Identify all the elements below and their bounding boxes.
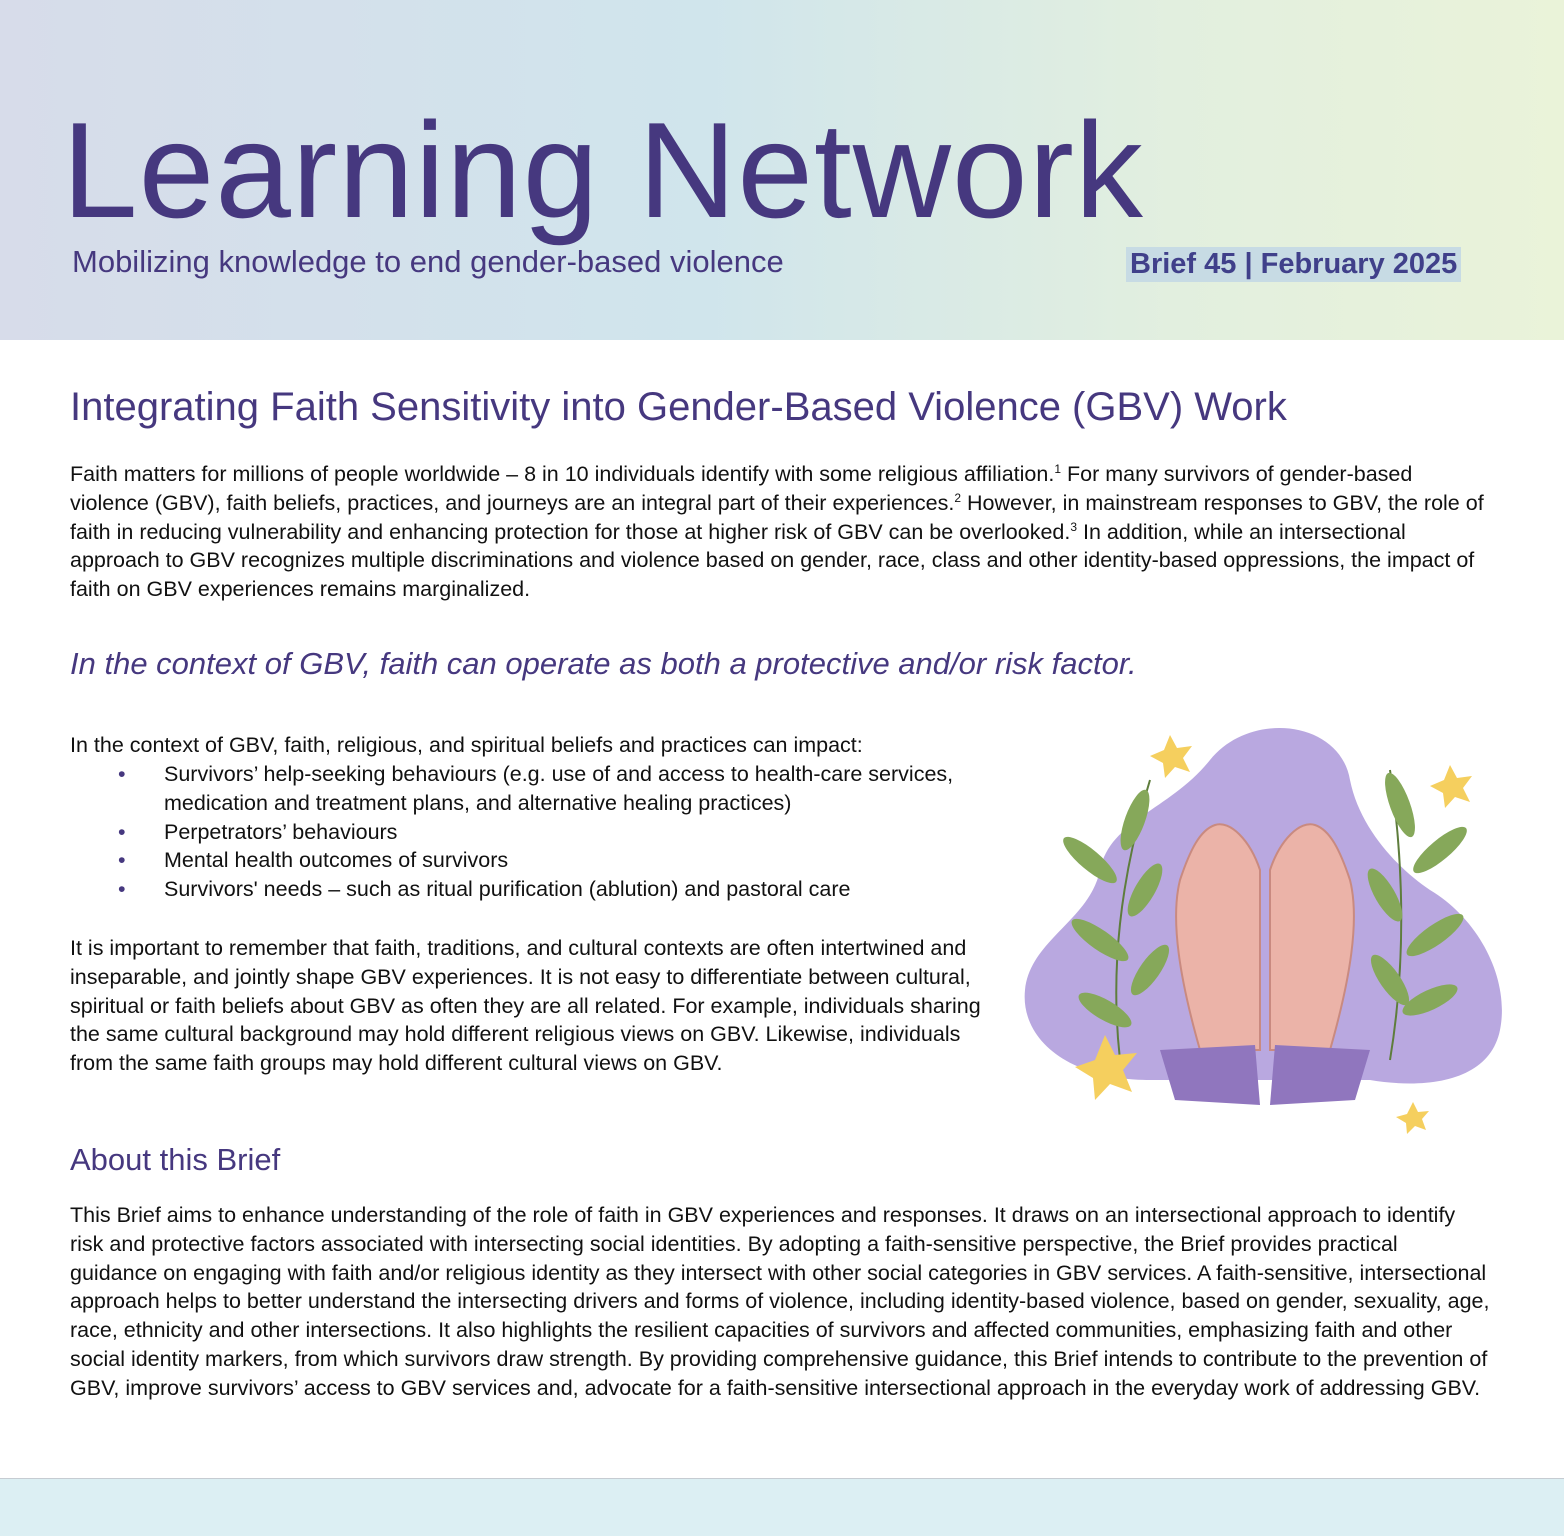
- section-heading-about: About this Brief: [70, 1142, 281, 1177]
- brief-issue-date: Brief 45 | February 2025: [1126, 247, 1461, 282]
- pull-quote: In the context of GBV, faith can operate as both a protective and/or risk factor.: [70, 646, 1137, 681]
- list-item: • Mental health outcomes of survivors: [164, 846, 1004, 875]
- about-paragraph: This Brief aims to enhance understanding of the role of faith in GBV experiences and responses. It draws on an intersectional approach to identify risk and protective factors associated with intersecting social identities. By adopting a faith-sensitive perspective, the Brief provides practical guidance on engaging with faith and/or religious identity as they intersect with other social categories in GBV services. A faith-sensitive, intersectional approach helps to better understand the intersecting drivers and forms of violence, including identity-based violence, based on gender, sexuality, age, race, ethnicity and other intersections. It also highlights the resilient capacities of survivors and affected communities, emphasizing faith and other social identity markers, from which survivors draw strength. By providing comprehensive guidance, this Brief intends to contribute to the prevention of GBV, improve survivors’ access to GBV services and, advocate for a faith-sensitive intersectional approach in the everyday work of addressing GBV.: [70, 1203, 1490, 1400]
- list-item: • Perpetrators’ behaviours: [164, 818, 1004, 847]
- list-item: • Survivors’ help-seeking behaviours (e.g. use of and access to health-care services, medication and treatment plans, and alternative healing practices): [164, 760, 1004, 818]
- footnote-ref[interactable]: 3: [1070, 519, 1078, 534]
- header-banner: [0, 0, 1564, 340]
- praying-hands-illustration: [1010, 720, 1520, 1140]
- intro-text: In addition, while an intersectional approach to GBV recognizes multiple discriminations and violence based on gender, race, class and other identity-based oppressions, the impact of faith on GBV experiences remains marginalized.: [70, 519, 1475, 602]
- context-paragraph: It is important to remember that faith, traditions, and cultural contexts are often intertwined and inseparable, and jointly shape GBV experiences. It is not easy to differentiate between cultural, spiritual or faith beliefs about GBV as often they are all related. For example, individuals sharing the same cultural background may hold different religious views on GBV. Likewise, individuals from the same faith groups may hold different cultural views on GBV.: [70, 936, 981, 1076]
- page-title: Integrating Faith Sensitivity into Gender-Based Violence (GBV) Work: [70, 385, 1287, 429]
- footnote-ref[interactable]: 1: [1054, 462, 1061, 476]
- impact-list: [164, 760, 1004, 904]
- list-intro: In the context of GBV, faith, religious, and spiritual beliefs and practices can impact:: [70, 733, 863, 757]
- list-item: • Survivors' needs – such as ritual purification (ablution) and pastoral care: [164, 875, 1004, 904]
- tagline: Mobilizing knowledge to end gender-based violence: [72, 244, 784, 279]
- purple-blob: [1025, 728, 1502, 1083]
- footer-band: [0, 1478, 1564, 1536]
- intro-text: For many survivors of gender-based violence (GBV), faith beliefs, practices, and journeys are an integral part of their experiences.: [70, 462, 1413, 515]
- publication-title: Learning Network: [62, 94, 1144, 246]
- intro-text: Faith matters for millions of people worldwide – 8 in 10 individuals identify with some religious affiliation.: [70, 462, 1055, 486]
- intro-paragraph: [70, 460, 1490, 604]
- intro-text: However, in mainstream responses to GBV, the role of faith in reducing vulnerability and enhancing protection for those at higher risk of GBV can be overlooked.: [70, 490, 1484, 544]
- footnote-ref[interactable]: 2: [954, 490, 962, 505]
